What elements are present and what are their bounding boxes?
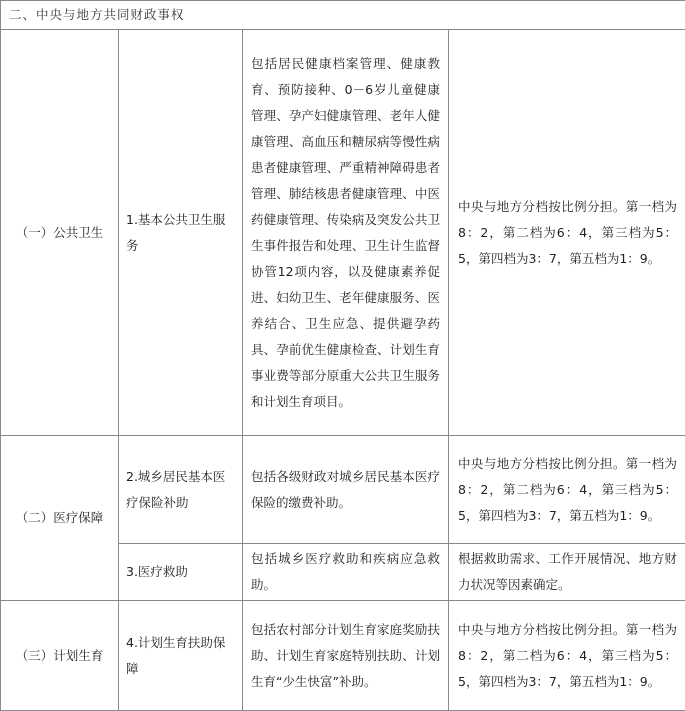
table-row	[1, 30, 685, 436]
expenditure-split-cell: 根据救助需求、工作开展情况、地方财力状况等因素确定。	[449, 544, 685, 601]
category-cell: （三）计划生育	[1, 601, 119, 711]
expenditure-split-cell: 中央与地方分档按比例分担。第一档为8：2，第二档为6：4，第三档为5：5，第四档为3：7，第五档为1：9。	[449, 436, 685, 544]
table-row	[1, 436, 685, 544]
item-name-cell: 4.计划生育扶助保障	[119, 601, 243, 711]
table-row	[1, 601, 685, 711]
section-title: 二、中央与地方共同财政事权	[1, 1, 685, 30]
item-content-cell: 包括城乡医疗救助和疾病应急救助。	[243, 544, 449, 601]
expenditure-split-cell: 中央与地方分档按比例分担。第一档为8：2，第二档为6：4，第三档为5：5，第四档为3：7，第五档为1：9。	[449, 30, 685, 436]
item-name-cell: 3.医疗救助	[119, 544, 243, 601]
item-name-cell: 2.城乡居民基本医疗保险补助	[119, 436, 243, 544]
item-content-cell: 包括居民健康档案管理、健康教育、预防接种、0－6岁儿童健康管理、孕产妇健康管理、老年人健康管理、高血压和糖尿病等慢性病患者健康管理、严重精神障碍患者管理、肺结核患者健康管理、中医药健康管理、传染病及突发公共卫生事件报告和处理、卫生计生监督协管12项内容，以及健康素养促进、妇幼卫生、老年健康服务、医养结合、卫生应急、提供避孕药具、孕前优生健康检查、计划生育事业费等部分原重大公共卫生服务和计划生育项目。	[243, 30, 449, 436]
expenditure-split-cell: 中央与地方分档按比例分担。第一档为8：2，第二档为6：4，第三档为5：5，第四档为3：7，第五档为1：9。	[449, 601, 685, 711]
category-cell: （一）公共卫生	[1, 30, 119, 436]
item-name-cell: 1.基本公共卫生服务	[119, 30, 243, 436]
item-content-cell: 包括农村部分计划生育家庭奖励扶助、计划生育家庭特别扶助、计划生育“少生快富”补助。	[243, 601, 449, 711]
category-cell: （二）医疗保障	[1, 436, 119, 601]
section-header-row	[1, 1, 685, 30]
item-content-cell: 包括各级财政对城乡居民基本医疗保险的缴费补助。	[243, 436, 449, 544]
